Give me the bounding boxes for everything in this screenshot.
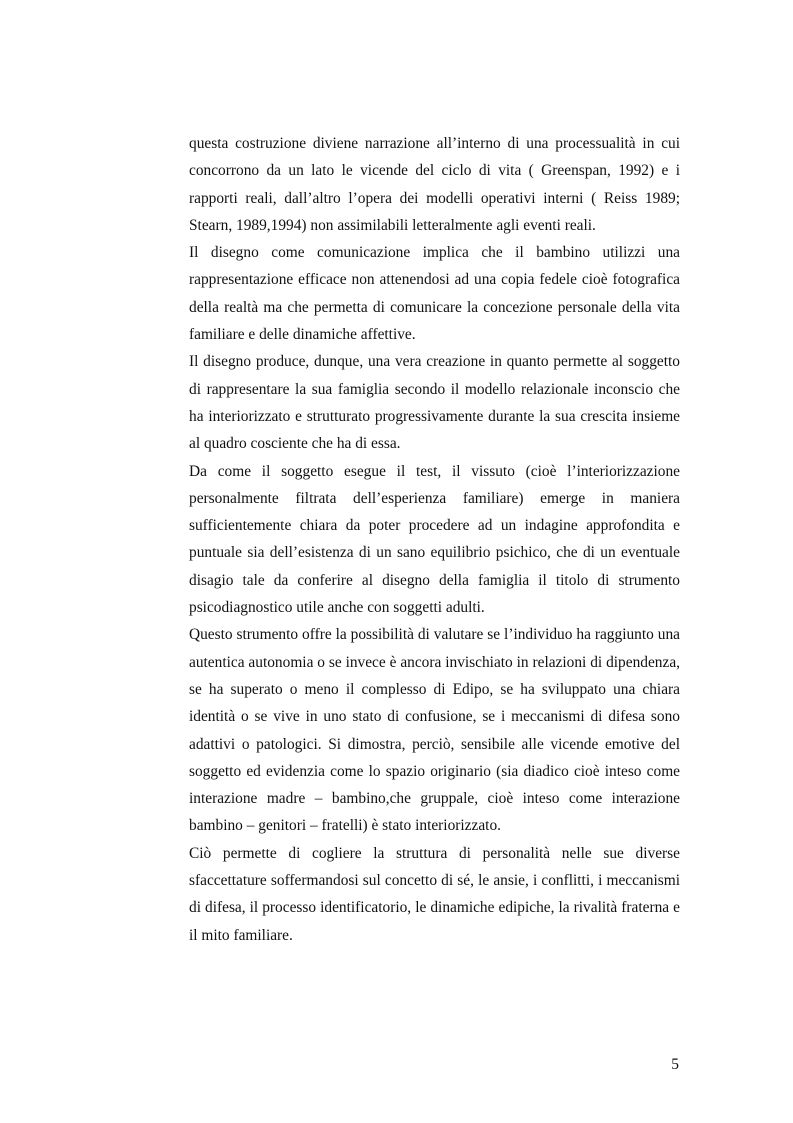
paragraph: questa costruzione diviene narrazione all’interno di una processualità in cui concorrono da un lato le vicende del ciclo di vita ( Greenspan, 1992) e i rapporti reali, dall’altro l’opera dei modelli operativi interni ( Reiss 1989; Stearn, 1989,1994) non assimilabili letteralmente agli eventi reali.: [189, 135, 680, 234]
paragraph: Questo strumento offre la possibilità di valutare se l’individuo ha raggiunto una autentica autonomia o se invece è ancora invischiato in relazioni di dipendenza, se ha superato o meno il complesso di Edipo, se ha sviluppato una chiara identità o se vive in uno stato di confusione, se i meccanismi di difesa sono adattivi o patologici. Si dimostra, perciò, sensibile alle vicende emotive del soggetto ed evidenzia come lo spazio originario (sia diadico cioè inteso come interazione madre – bambino,che gruppale, cioè inteso come interazione bambino – genitori – fratelli) è stato interiorizzato.: [189, 626, 680, 835]
page-number: 5: [671, 1056, 679, 1073]
paragraph: Da come il soggetto esegue il test, il vissuto (cioè l’interiorizzazione personalmente filtrata dell’esperienza familiare) emerge in maniera sufficientemente chiara da poter procedere ad un indagine approfondita e puntuale sia dell’esistenza di un sano equilibrio psichico, che di un eventuale disagio tale da conferire al disegno della famiglia il titolo di strumento psicodiagnostico utile anche con soggetti adulti.: [189, 462, 680, 617]
paragraph: Il disegno come comunicazione implica che il bambino utilizzi una rappresentazione efficace non attenendosi ad una copia fedele cioè fotografica della realtà ma che permetta di comunicare la concezione personale della vita familiare e delle dinamiche affettive.: [189, 244, 680, 344]
paragraph: Ciò permette di cogliere la struttura di personalità nelle sue diverse sfaccettature soffermandosi sul concetto di sé, le ansie, i conflitti, i meccanismi di difesa, il processo identificatorio, le dinamiche edipiche, la rivalità fraterna e il mito familiare.: [189, 844, 680, 944]
body-text: [189, 130, 680, 949]
paragraph: Il disegno produce, dunque, una vera creazione in quanto permette al soggetto di rappresentare la sua famiglia secondo il modello relazionale inconscio che ha interiorizzato e strutturato progressivamente durante la sua crescita insieme al quadro cosciente che ha di essa.: [189, 353, 680, 453]
